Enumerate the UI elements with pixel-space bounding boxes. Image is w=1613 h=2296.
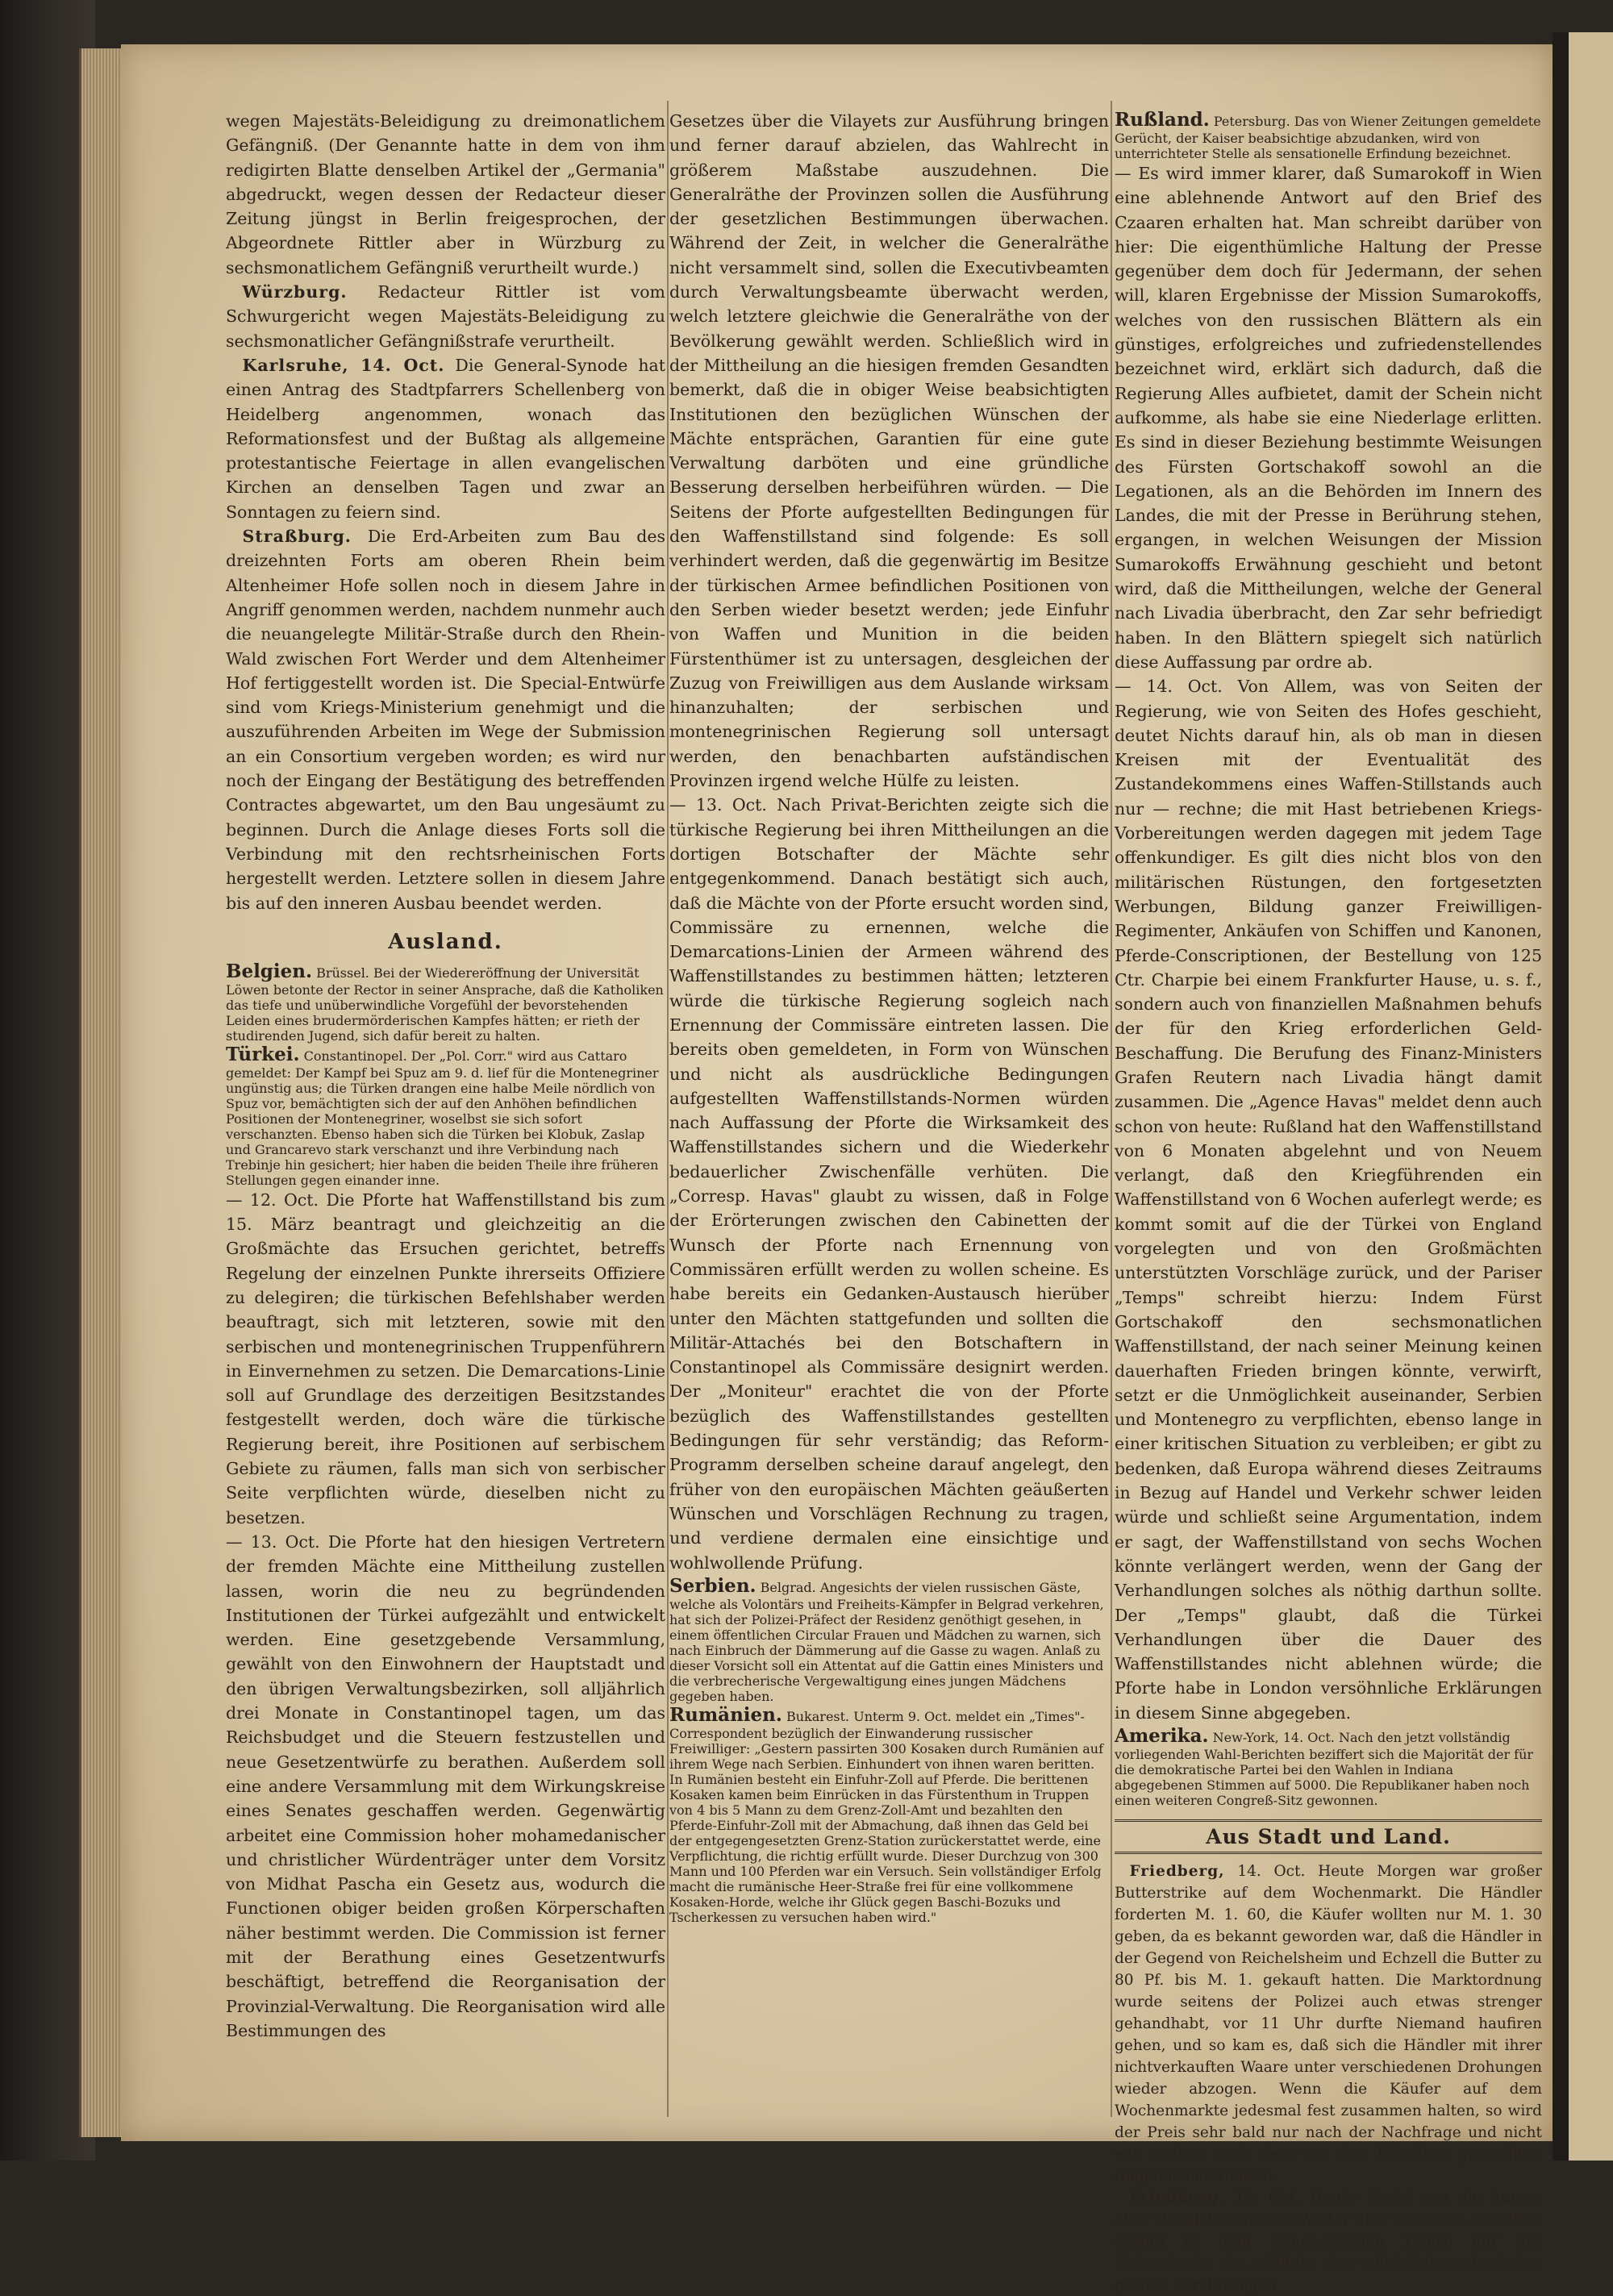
country-heading: Rußland.	[1115, 109, 1210, 131]
column-left	[226, 109, 665, 2101]
newspaper-page	[121, 44, 1553, 2294]
country-heading: Serbien.	[669, 1574, 756, 1597]
column-rule	[667, 101, 669, 2117]
dateline: Petersburg.	[1209, 114, 1290, 129]
column-rule	[1111, 101, 1112, 2117]
column-right	[1115, 109, 1542, 2294]
dateline: Würzburg.	[242, 282, 348, 302]
article-text: Nach den jetzt vollständig vorliegenden Wahl-Berichten beziffert sich die Majorität der für die demokratische Partei bei den Wahlen in Indiana abgegebenen Stimmen auf 5000. Die Republikaner haben noch einen weiteren Congreß-Sitz gewonnen.	[1115, 1730, 1534, 1808]
dateline: New-York, 14. Oct.	[1208, 1730, 1335, 1745]
article-paragraph: — 13. Oct. Nach Privat-Berichten zeigte sich die türkische Regierung bei ihren Mittheilungen an die dortigen Botschafter der Mächte sehr entgegenkommend. Danach bestätigt sich auch, daß die Mächte von der Pforte ersucht worden sind, Commissäre zu ernennen, welche die Demarcations-Linien der Armeen während des Waffenstillstandes zu bestimmen hätten; letzteren würde die türkische Regierung sogleich nach Ernennung der Commissäre eintreten lassen. Die bereits oben gemeldeten, in Form von Wünschen und nicht als ausdrückliche Bedingungen aufgestellten Waffenstillstands-Normen würden nach Auffassung der Pforte die Wirksamkeit des Waffenstillstandes sichern und die Wiederkehr bedauerlicher Zwischenfälle verhüten. Die „Corresp. Havas" glaubt zu wissen, daß in Folge der Erörterungen zwischen den Cabinetten der Wunsch der Pforte nach Ernennung von Commissären erfüllt werden zu wollen scheine. Es habe bereits ein Gedanken-Austausch hierüber unter den Mächten stattgefunden und sollten die Militär-Attachés bei den Botschaftern in Constantinopel als Commissäre designirt werden. Der „Moniteur" erachtet die von der Pforte bezüglich des Waffenstillstandes gestellten Bedingungen für sehr verständig; das Reform-Programm derselben scheine darauf angelegt, den früher von den europäischen Mächten geäußerten Wünschen und Vorschlägen Rechnung zu tragen, und verdiene dermalen eine einsichtige und wohlwollende Prüfung.	[669, 795, 1109, 1573]
adjacent-page-edge	[1553, 32, 1613, 2161]
article-paragraph: — Es wird immer klarer, daß Sumarokoff in Wien eine ablehnende Antwort auf den Brief des Czaaren erhalten hat. Man schreibt darüber von hier: Die eigenthümliche Haltung der Presse gegenüber dem doch für Jedermann, der sehen will, klaren Ergebnisse der Mission Sumarokoffs, welches von den russischen Blättern als ein günstiges, erfolgreiches und zufriedenstellendes bezeichnet wird, erklärt sich dadurch, daß die Regierung Alles aufbietet, damit der Schein nicht aufkomme, als habe sie eine Niederlage erlitten. Es sind in dieser Beziehung bestimmte Weisungen des Fürsten Gortschakoff sowohl an die Legationen, als an die Behörden im Innern des Landes, die mit der Presse in Berührung stehen, ergangen, in welchen Weisungen der Mission Sumarokoffs Erwähnung geschieht und betont wird, daß die Mittheilungen, welche der General nach Livadia überbracht, den Zar sehr befriedigt haben. In den Blättern spiegelt sich natürlich diese Auffassung par ordre ab.	[1115, 164, 1542, 672]
local-article	[1115, 1861, 1542, 2187]
dateline: Brüssel.	[312, 965, 369, 981]
dateline: Bukarest.	[781, 1708, 850, 1724]
section-heading: Ausland.	[388, 929, 503, 954]
article-text: Angesichts der vielen russischen Gäste, welche als Volontärs und Freiheits-Kämpfer in Belgrad verkehren, hat sich der Polizei-Präfect der Residenz genöthigt gesehen, in einem öffentlichen Circular Frauen und Mädchen zu warnen, sich nach Einbruch der Dämmerung auf die Gasse zu wagen. Anlaß zu dieser Vorsicht soll ein Attentat auf die Gattin eines Ministers und die verbrecherische Vergewaltigung eines jungen Mädchens gegeben haben.	[669, 1579, 1104, 1704]
column-middle	[669, 109, 1109, 2101]
dateline: Constantinopel.	[299, 1048, 407, 1064]
country-heading: Belgien.	[226, 960, 312, 982]
article-text: 14. Oct. Heute Morgen war großer Butterstrike auf dem Wochenmarkt. Die Händler forderten M. 1. 60, die Käufer wollten nur M. 1. 30 geben, da es bekannt geworden war, daß die Händler in der Gegend von Reichelsheim und Echzell die Butter zu 80 Pf. bis M. 1. gekauft hatten. Die Marktordnung wurde seitens der Polizei auch etwas strenger gehandhabt, vor 11 Uhr durfte Niemand haufiren gehen, und so kam es, daß sich die Händler mit ihrer nichtverkauften Waare unter verschiedenen Drohungen wieder abzogen. Wenn die Käufer auf dem Wochenmarkte jedesmal fest zusammen halten, so wird der Preis sehr bald nur nach der Nachfrage und nicht wie seither nach dem von den Händlern gemachten Angebot sich richten.	[1115, 1863, 1542, 2185]
article-paragraph: — 12. Oct. Die Pforte hat Waffenstillstand bis zum 15. März beantragt und gleichzeitig an die Großmächte das Ersuchen gerichtet, betreffs Regelung der einzelnen Punkte ihrerseits Offiziere zu delegiren; die türkischen Befehlshaber werden beauftragt, sich mit letzteren, sowie mit den serbischen und montenegrinischen Truppenführern in Einvernehmen zu setzen. Die Demarcations-Linie soll auf Grundlage des derzeitigen Besitzstandes festgestellt werden, doch wäre die türkische Regierung bereit, ihre Positionen auf serbischem Gebiete zu räumen, falls man sich von serbischer Seite verpflichten würde, dieselben nicht zu besetzen.	[226, 1190, 665, 1527]
article-karlsruhe	[226, 353, 665, 524]
dateline: Straßburg.	[242, 527, 352, 547]
country-heading: Türkei.	[226, 1043, 300, 1065]
local-news-heading: Aus Stadt und Land.	[1115, 1819, 1542, 1854]
article-text: Die General-Synode hat einen Antrag des Stadtpfarrers Schellenberg von Heidelberg angenommen, wonach das Reformationsfest und der Bußtag als allgemeine protestantische Feiertage in allen evangelischen Kirchen an denselben Tagen und zwar an Sonntagen zu feiern sind.	[226, 355, 666, 522]
article-text: Die Erd-Arbeiten zum Bau des dreizehnten Forts am oberen Rhein beim Altenheimer Hofe sollen noch in diesem Jahre in Angriff genommen werden, nachdem nunmehr auch die neuangelegte Militär-Straße durch den Rhein-Wald zwischen Fort Werder und dem Altenheimer Hof fertiggestellt worden ist. Die Special-Entwürfe sind vom Kriegs-Ministerium genehmigt und die auszuführenden Arbeiten im Wege der Submission an ein Consortium vergeben worden; es wird nur noch der Eingang der Bestätigung des betreffenden Contractes abgewartet, um den Bau ungesäumt zu beginnen. Durch die Anlage dieses Forts soll die Verbindung mit den rechtsrheinischen Forts hergestellt werden. Letztere sollen in diesem Jahre bis auf den inneren Ausbau beendet werden.	[226, 527, 665, 913]
article-text: Unterm 9. Oct. meldet ein „Times"-Correspondent bezüglich der Einwanderung russischer Freiwilliger: „Gestern passirten 300 Kosaken durch Rumänien auf ihrem Wege nach Serbien. Einhundert von ihnen waren beritten. In Rumänien besteht ein Einfuhr-Zoll auf Pferde. Die berittenen Kosaken kamen beim Einrücken in das Fürstenthum in Truppen von 4 bis 5 Mann zu dem Grenz-Zoll-Amt und bezahlten den Pferde-Einfuhr-Zoll mit der Abmachung, daß ihnen das Geld bei der entgegengesetzten Grenz-Station zurückerstattet werde, eine Verpflichtung, die richtig erfüllt wurde. Dieser Durchzug von 300 Mann und 100 Pferden war ein Versuch. Sein vollständiger Erfolg macht die rumänische Heer-Straße frei für eine vollkommene Kosaken-Horde, welche ihr Glück gegen Baschi-Bozuks und Tscherkessen zu versuchen haben wird."	[669, 1708, 1104, 1925]
dateline: Friedberg,	[1129, 2190, 1225, 2206]
dateline: Belgrad.	[756, 1579, 816, 1595]
local-news	[1115, 1861, 1542, 2296]
article-paragraph: wegen Majestäts-Beleidigung zu dreimonatlichem Gefängniß. (Der Genannte hatte in dem von ihm redigirten Blatte denselben Artikel der „Germania" abgedruckt, wegen dessen der Redacteur dieser Zeitung jüngst in Berlin freigesprochen, der Abgeordnete Rittler aber in Würzburg zu sechsmonatlichem Gefängniß verurtheilt wurde.)	[226, 111, 665, 277]
dateline: Friedberg,	[1129, 1863, 1225, 1880]
article-text: Redacteur Rittler ist vom Schwurgericht wegen Majestäts-Beleidigung zu sechsmonatlicher Gefängnißstrafe verurtheilt.	[226, 282, 665, 351]
article-text: 15. Oct. Heute Nacht zog ein kurzes aber ziemlich schweres Wetter über die Stadt. Der Blitz schlug in dem Windeck'schen Hause auf der Kaiserstraße ein, richtete aber glücklicherweise keine großen Zerstörungen	[1115, 2190, 1542, 2294]
article-text: Das von Wiener Zeitungen gemeldete Gerücht, der Kaiser beabsichtige abzudanken, wird von unterrichteter Stelle als sensationelle Erfindung bezeichnet.	[1115, 114, 1541, 161]
country-heading: Rumänien.	[669, 1703, 782, 1726]
article-wuerzburg	[226, 280, 665, 353]
article-text: Bei der Wiedereröffnung der Universität Löwen betonte der Rector in seiner Ansprache, daß die Katholiken das tiefe und unüberwindliche Vorgefühl der bevorstehenden Leiden eines brudermörderischen Kampfes hätten; er rieth der studirenden Jugend, sich dafür bereit zu halten.	[226, 965, 664, 1044]
article-text: Der „Pol. Corr." wird aus Cattaro gemeldet: Der Kampf bei Spuz am 9. d. lief für die Montenegriner ungünstig aus; die Türken drangen eine halbe Meile nördlich von Spuz vor, bemächtigten sich der auf den Anhöhen befindlichen Positionen der Montenegriner, woselbst sie sich sofort verschanzten. Ebenso haben sich die Türken bei Klobuk, Zaslap und Grancarevo stark verschanzt und ihre Verbindung nach Trebinje hin gesichert; hier haben die beiden Theile ihre früheren Stellungen gegen einander inne.	[226, 1048, 659, 1188]
article-paragraph: Gesetzes über die Vilayets zur Ausführung bringen und ferner darauf abzielen, das Wahlrecht in größerem Maßstabe auszudehnen. Die Generalräthe der Provinzen sollen die Ausführung der gesetzlichen Bestimmungen überwachen. Während der Zeit, in welcher die Generalräthe nicht versammelt sind, sollen die Executivbeamten durch Verwaltungsbeamte überwacht werden, welch letztere gleichwie die Generalräthe von der Bevölkerung gewählt werden. Schließlich wird in der Mittheilung an die hiesigen fremden Gesandten bemerkt, daß die in obiger Weise beabsichtigten Institutionen den bezüglichen Wünschen der Mächte entsprächen, Garantien für eine gute Verwaltung darböten und eine gründliche Besserung derselben herbeiführen würden. — Die Seitens der Pforte aufgestellten Bedingungen für den Waffenstillstand sind folgende: Es soll verhindert werden, daß die gegenwärtig im Besitze der türkischen Armee befindlichen Positionen von den Serben wieder besetzt werden; jede Einfuhr von Waffen und Munition in die beiden Fürstenthümer ist zu untersagen, desgleichen der Zuzug von Freiwilligen aus dem Auslande wirksam hinanzuhalten; der serbischen und montenegrinischen Regierung soll untersagt werden, den benachbarten aufständischen Provinzen irgend welche Hülfe zu leisten.	[669, 111, 1109, 791]
local-article	[1115, 2187, 1542, 2296]
article-paragraph: — 13. Oct. Die Pforte hat den hiesigen Vertretern der fremden Mächte eine Mittheilung zustellen lassen, worin die neu zu begründenden Institutionen der Türkei aufgezählt und entwickelt werden. Eine gesetzgebende Versammlung, gewählt von den Einwohnern der Hauptstadt und den übrigen Verwaltungsbezirken, soll alljährlich drei Monate in Constantinopel tagen, um das Reichsbudget und die Steuern festzustellen und neue Gesetzentwürfe zu berathen. Außerdem soll eine andere Versammlung mit dem Wirkungskreise eines Senates geschaffen werden. Gegenwärtig arbeitet eine Commission hoher mohamedanischer und christlicher Würdenträger unter dem Vorsitz von Midhat Pascha ein Gesetz aus, wodurch die Functionen obiger beiden großen Körperschaften näher bestimmt werden. Die Commission ist ferner mit der Berathung eines Gesetzentwurfs beschäftigt, betreffend die Reorganisation der Provinzial-Verwaltung. Die Reorganisation wird alle Bestimmungen des	[226, 1531, 665, 2040]
article-strassburg	[226, 524, 665, 915]
country-heading: Amerika.	[1115, 1725, 1209, 1747]
dateline: Karlsruhe, 14. Oct.	[242, 355, 445, 375]
article-paragraph: — 14. Oct. Von Allem, was von Seiten der Regierung, wie von Seiten des Hofes geschieht, deutet Nichts darauf hin, als ob man in diesen Kreisen mit der Eventualität des Zustandekommens eines Waffen-Stillstands auch nur — rechne; die mit Hast betriebenen Kriegs-Vorbereitungen werden dagegen mit jedem Tage offenkundiger. Es gilt dies nicht blos von den militärischen Rüstungen, den fortgesetzten Werbungen, Bildung ganzer Freiwilligen-Regimenter, Ankäufen von Schiffen und Kanonen, Pferde-Conscriptionen, der Bestellung von 125 Ctr. Charpie bei einem Frankfurter Hause, u. s. f., sondern auch von finanziellen Maßnahmen behufs der für den Krieg erforderlichen Geld-Beschaffung. Die Berufung des Finanz-Ministers Grafen Reutern nach Livadia hängt damit zusammen. Die „Agence Havas" meldet denn auch schon von heute: Rußland hat den Waffenstillstand von 6 Monaten abgelehnt und von Neuem verlangt, daß den Kriegführenden ein Waffenstillstand von 6 Wochen auferlegt werde; es kommt somit auf die der Türkei von England vorgelegten und von den Großmächten unterstützten Vorschläge zurück, und der Pariser „Temps" schreibt hierzu: Indem Fürst Gortschakoff den sechsmonatlichen Waffenstillstand, der nach seiner Meinung keinen dauerhaften Frieden bringen könnte, verwirft, setzt er die Unmöglichkeit auseinander, Serbien und Montenegro zu verpflichten, ebenso lange in einer kritischen Situation zu verbleiben; er gibt zu bedenken, daß Europa während dieses Zeitraums in Bezug auf Handel und Verkehr schwer leiden würde und schließt seine Argumentation, indem er sagt, der Waffenstillstand von sechs Wochen könnte verlängert werden, wenn der Gang der Verhandlungen solches als nöthig darthun sollte. Der „Temps" glaubt, daß die Türkei Verhandlungen über die Dauer des Waffenstillstandes nicht ablehnen würde; die Pforte habe in London versöhnliche Erklärungen in diesem Sinne abgegeben.	[1115, 677, 1542, 1723]
